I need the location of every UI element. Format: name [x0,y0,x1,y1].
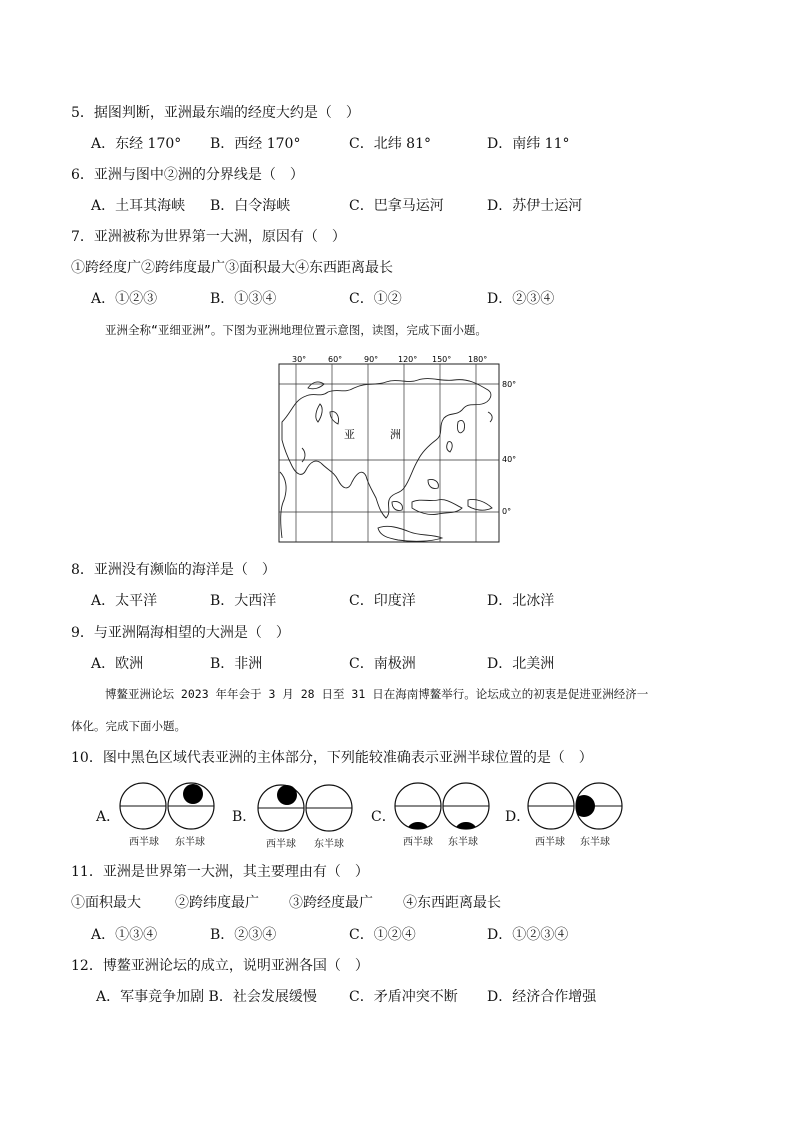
q9-option-d[interactable]: D．北美洲 [487,656,555,672]
q10-option-d-letter[interactable]: D． [505,809,531,825]
q11-statement-2: ②跨纬度最广 [175,895,259,911]
q11-option-d[interactable]: D．①②③④ [487,927,569,943]
q7-statements: ①跨经度广②跨纬度最广③面积最大④东西距离最长 [71,260,393,276]
q10-c-east-label: 东半球 [448,837,478,848]
q10-b-east-label: 东半球 [314,839,344,850]
q5-option-a[interactable]: A．东经 170° [91,136,182,152]
q10-option-b-figure[interactable] [257,783,355,833]
question-5-stem: 5．据图判断，亚洲最东端的经度大约是（ ） [71,105,360,121]
q7-option-a[interactable]: A．①②③ [91,291,158,307]
lon-label-180: 180° [468,355,488,364]
asia-location-map [272,352,522,546]
q10-option-d-figure[interactable] [527,781,625,831]
q8-option-a[interactable]: A．太平洋 [91,593,158,609]
q12-option-c[interactable]: C．矛盾冲突不断 [349,989,458,1005]
q7-option-c[interactable]: C．①② [349,291,402,307]
material-intro-boao-line2: 体化。完成下面小题。 [71,719,186,733]
q6-option-a[interactable]: A．土耳其海峡 [91,198,186,214]
q9-option-c[interactable]: C．南极洲 [349,656,416,672]
question-11-stem: 11．亚洲是世界第一大洲，其主要理由有（ ） [71,864,369,880]
q8-option-c[interactable]: C．印度洋 [349,593,416,609]
q11-statement-4: ④东西距离最长 [403,895,501,911]
map-label-ya: 亚 [344,428,355,441]
question-10-stem: 10．图中黑色区域代表亚洲的主体部分，下列能较准确表示亚洲半球位置的是（ ） [71,750,593,766]
q10-d-west-label: 西半球 [535,837,565,848]
lon-label-150: 150° [432,355,452,364]
question-8-stem: 8．亚洲没有濒临的海洋是（ ） [71,562,276,578]
q9-option-b[interactable]: B．非洲 [210,656,263,672]
q8-option-b[interactable]: B．大西洋 [210,593,277,609]
lat-label-40: 40° [502,455,517,464]
q10-a-west-label: 西半球 [129,837,159,848]
q5-option-c[interactable]: C．北纬 81° [349,136,431,152]
q6-option-d[interactable]: D．苏伊士运河 [487,198,583,214]
q6-option-b[interactable]: B．白令海峡 [210,198,291,214]
q10-option-c-figure[interactable] [394,781,492,831]
material-intro-asia-map: 亚洲全称“亚细亚洲”。下图为亚洲地理位置示意图，读图，完成下面小题。 [105,323,487,337]
q5-option-b[interactable]: B．西经 170° [210,136,301,152]
q12-option-d[interactable]: D．经济合作增强 [487,989,597,1005]
q10-d-east-label: 东半球 [580,837,610,848]
question-12-stem: 12．博鳌亚洲论坛的成立，说明亚洲各国（ ） [71,958,369,974]
q7-option-b[interactable]: B．①③④ [210,291,277,307]
q6-option-c[interactable]: C．巴拿马运河 [349,198,444,214]
question-6-stem: 6．亚洲与图中②洲的分界线是（ ） [71,167,304,183]
lon-label-30: 30° [292,355,307,364]
map-graticule [279,364,499,542]
lat-label-0: 0° [502,507,512,516]
q10-a-east-label: 东半球 [175,837,205,848]
lon-label-90: 90° [364,355,379,364]
q7-option-d[interactable]: D．②③④ [487,291,555,307]
q11-option-b[interactable]: B．②③④ [210,927,277,943]
q11-option-a[interactable]: A．①③④ [91,927,158,943]
question-7-stem: 7．亚洲被称为世界第一大洲，原因有（ ） [71,229,346,245]
q11-statement-3: ③跨经度最广 [289,895,373,911]
q10-c-west-label: 西半球 [403,837,433,848]
lon-label-60: 60° [328,355,343,364]
q10-option-a-letter[interactable]: A． [96,809,121,825]
q11-option-c[interactable]: C．①②④ [349,927,416,943]
question-9-stem: 9．与亚洲隔海相望的大洲是（ ） [71,625,290,641]
q10-option-a-figure[interactable] [119,781,217,831]
q11-statement-1: ①面积最大 [71,895,141,911]
lon-label-120: 120° [398,355,418,364]
q10-b-west-label: 西半球 [266,839,296,850]
material-intro-boao-line1: 博鳌亚洲论坛 2023 年年会于 3 月 28 日至 31 日在海南博鳌举行。论坛成立的初衷是促进亚洲经济一 [105,687,649,701]
q10-option-b-letter[interactable]: B． [232,809,257,825]
q10-option-c-letter[interactable]: C． [371,809,396,825]
lat-label-80: 80° [502,380,517,389]
q9-option-a[interactable]: A．欧洲 [91,656,144,672]
map-label-zhou: 洲 [390,428,401,441]
q12-option-a-b[interactable]: A．军事竞争加剧 B．社会发展缓慢 [96,989,317,1005]
q5-option-d[interactable]: D．南纬 11° [487,136,570,152]
q8-option-d[interactable]: D．北冰洋 [487,593,555,609]
